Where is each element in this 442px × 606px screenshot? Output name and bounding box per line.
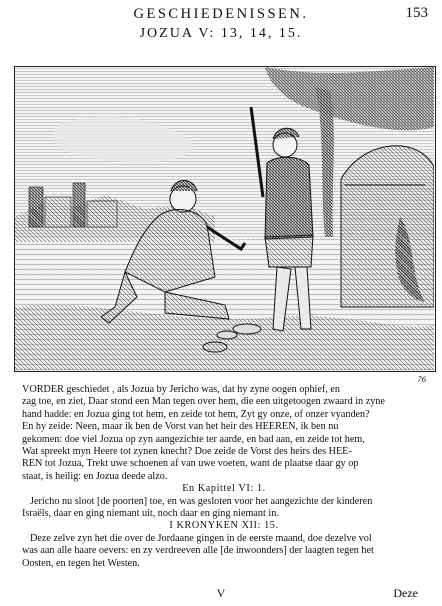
- page-number: 153: [405, 5, 428, 21]
- text-line: Oosten, en tegen het Westen.: [22, 557, 140, 569]
- text-line: Jericho nu sloot [de poorten] toe, en was gesloten voor het aangezichte der kinderen: [30, 495, 373, 507]
- text-line: Israëls, daar en ging niemant uit, noch daar en ging niemant in.: [22, 508, 279, 520]
- section-heading: I KRONYKEN XII: 15.: [169, 520, 279, 532]
- text-line: En hy zeide: Neen, maar ik ben de Vorst van het heir des HEEREN, ik ben nu: [22, 421, 339, 433]
- text-line: staat, is heilig: en Jozua deede alzo.: [22, 470, 168, 482]
- scripture-text: [22, 384, 426, 570]
- catchword: Deze: [393, 586, 418, 600]
- engraving-scene: [15, 67, 434, 370]
- removed-shoe: [233, 324, 261, 334]
- text-line: Wat spreekt myn Heere tot zynen knecht? Doe zeide de Vorst des heirs des HEE-: [22, 446, 352, 458]
- plate-number: 76: [417, 374, 426, 384]
- text-line: was aan alle haare oevers: en zy verdreeven alle [de inwoonders] der laagten tegen het: [22, 545, 374, 557]
- removed-shoe: [217, 331, 237, 339]
- signature-mark: V: [216, 586, 226, 600]
- text-line: Deze zelve zyn het die over de Jordaane gingen in de eerste maand, doe dezelve vol: [30, 532, 372, 544]
- engraving-illustration: [14, 66, 436, 372]
- text-line: REN tot Jozua, Trekt uwe schoenen af van uwe voeten, want de plaatse daar gy op: [22, 458, 359, 470]
- text-line: VORDER geschiedet , als Jozua by Jericho was, dat hy zyne oogen ophief, en: [22, 384, 340, 395]
- section-heading: En Kapittel VI: 1.: [182, 483, 266, 495]
- helmet-on-ground: [203, 342, 227, 352]
- text-line: zag toe, en ziet, Daar stond een Man tegen over hem, die een uitgetoogen zwaard in zyne: [22, 396, 385, 408]
- chapter-reference: JOZUA V: 13, 14, 15.: [139, 26, 303, 41]
- running-title: GESCHIEDENISSEN.: [133, 6, 309, 22]
- text-line: gekomen: doe viel Jozua op zyn aangezichte ter aarde, en bad aan, en zeide tot hem,: [22, 433, 365, 445]
- text-line: hand hadde: en Jozua ging tot hem, en zeide tot hem, Zyt gy onze, of onzer vyanden?: [22, 408, 370, 420]
